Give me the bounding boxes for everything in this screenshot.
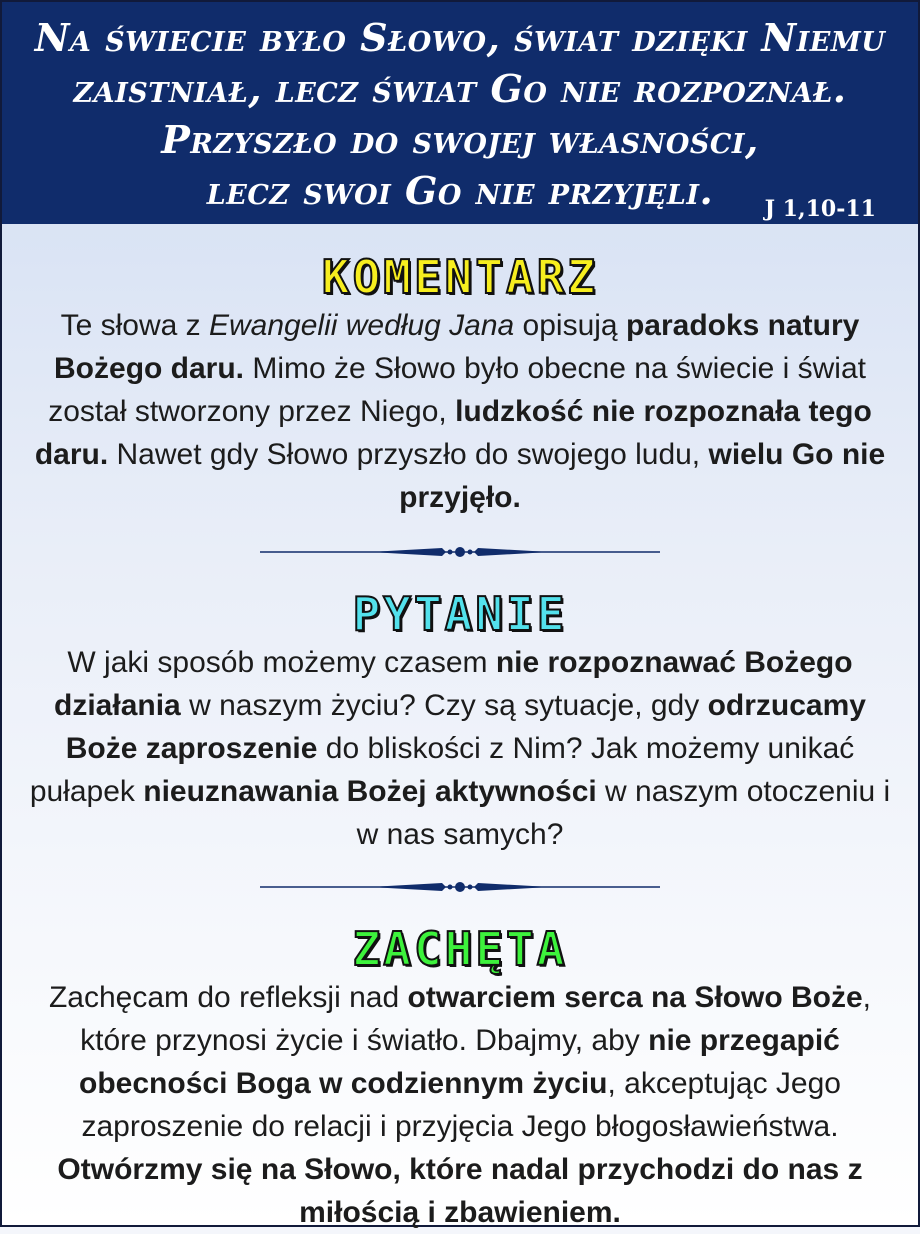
encouragement-heading: ZACHĘTA: [352, 922, 568, 976]
scripture-reference: J 1,10-11: [764, 196, 876, 222]
quote-line: Przyszło do swojej własności,: [161, 117, 759, 162]
comment-section: [2, 250, 918, 519]
quote-line: Na świecie było Słowo, świat dzięki Niemu: [34, 15, 886, 60]
question-section: [2, 587, 918, 856]
comment-text: Te słowa z Ewangelii według Jana opisują paradoks natury Bożego daru. Mimo że Słowo było obecne na świecie i świat został stworzony przez Niego, ludzkość nie rozpoznała tego daru. Nawet gdy Słowo przyszło do swojego ludu, wielu Go nie przyjęło.: [34, 309, 886, 514]
quote-line: lecz swoi Go nie przyjęli.: [206, 168, 714, 213]
ornament-divider: [260, 880, 660, 894]
encouragement-section: [2, 922, 918, 1234]
question-text: W jaki sposób możemy czasem nie rozpoznawać Bożego działania w naszym życiu? Czy są sytuacje, gdy odrzucamy Boże zaproszenie do bliskości z Nim? Jak możemy unikać pułapek nieuznawania Bożej aktywności w naszym otoczeniu i w nas samych?: [29, 646, 891, 851]
question-heading: PYTANIE: [352, 587, 568, 641]
encouragement-text: Zachęcam do refleksji nad otwarciem serca na Słowo Boże, które przynosi życie i światło. Dbajmy, aby nie przegapić obecności Boga w codziennym życiu, akceptując Jego zaproszenie do relacji i przyjęcia Jego błogosławieństwa. Otwórzmy się na Słowo, które nadal przychodzi do nas z miłością i zbawieniem.: [48, 981, 871, 1229]
scripture-header: [2, 2, 918, 224]
comment-heading: KOMENTARZ: [321, 250, 599, 304]
ornament-divider: [260, 545, 660, 559]
quote-line: zaistniał, lecz świat Go nie rozpoznał.: [73, 66, 847, 111]
